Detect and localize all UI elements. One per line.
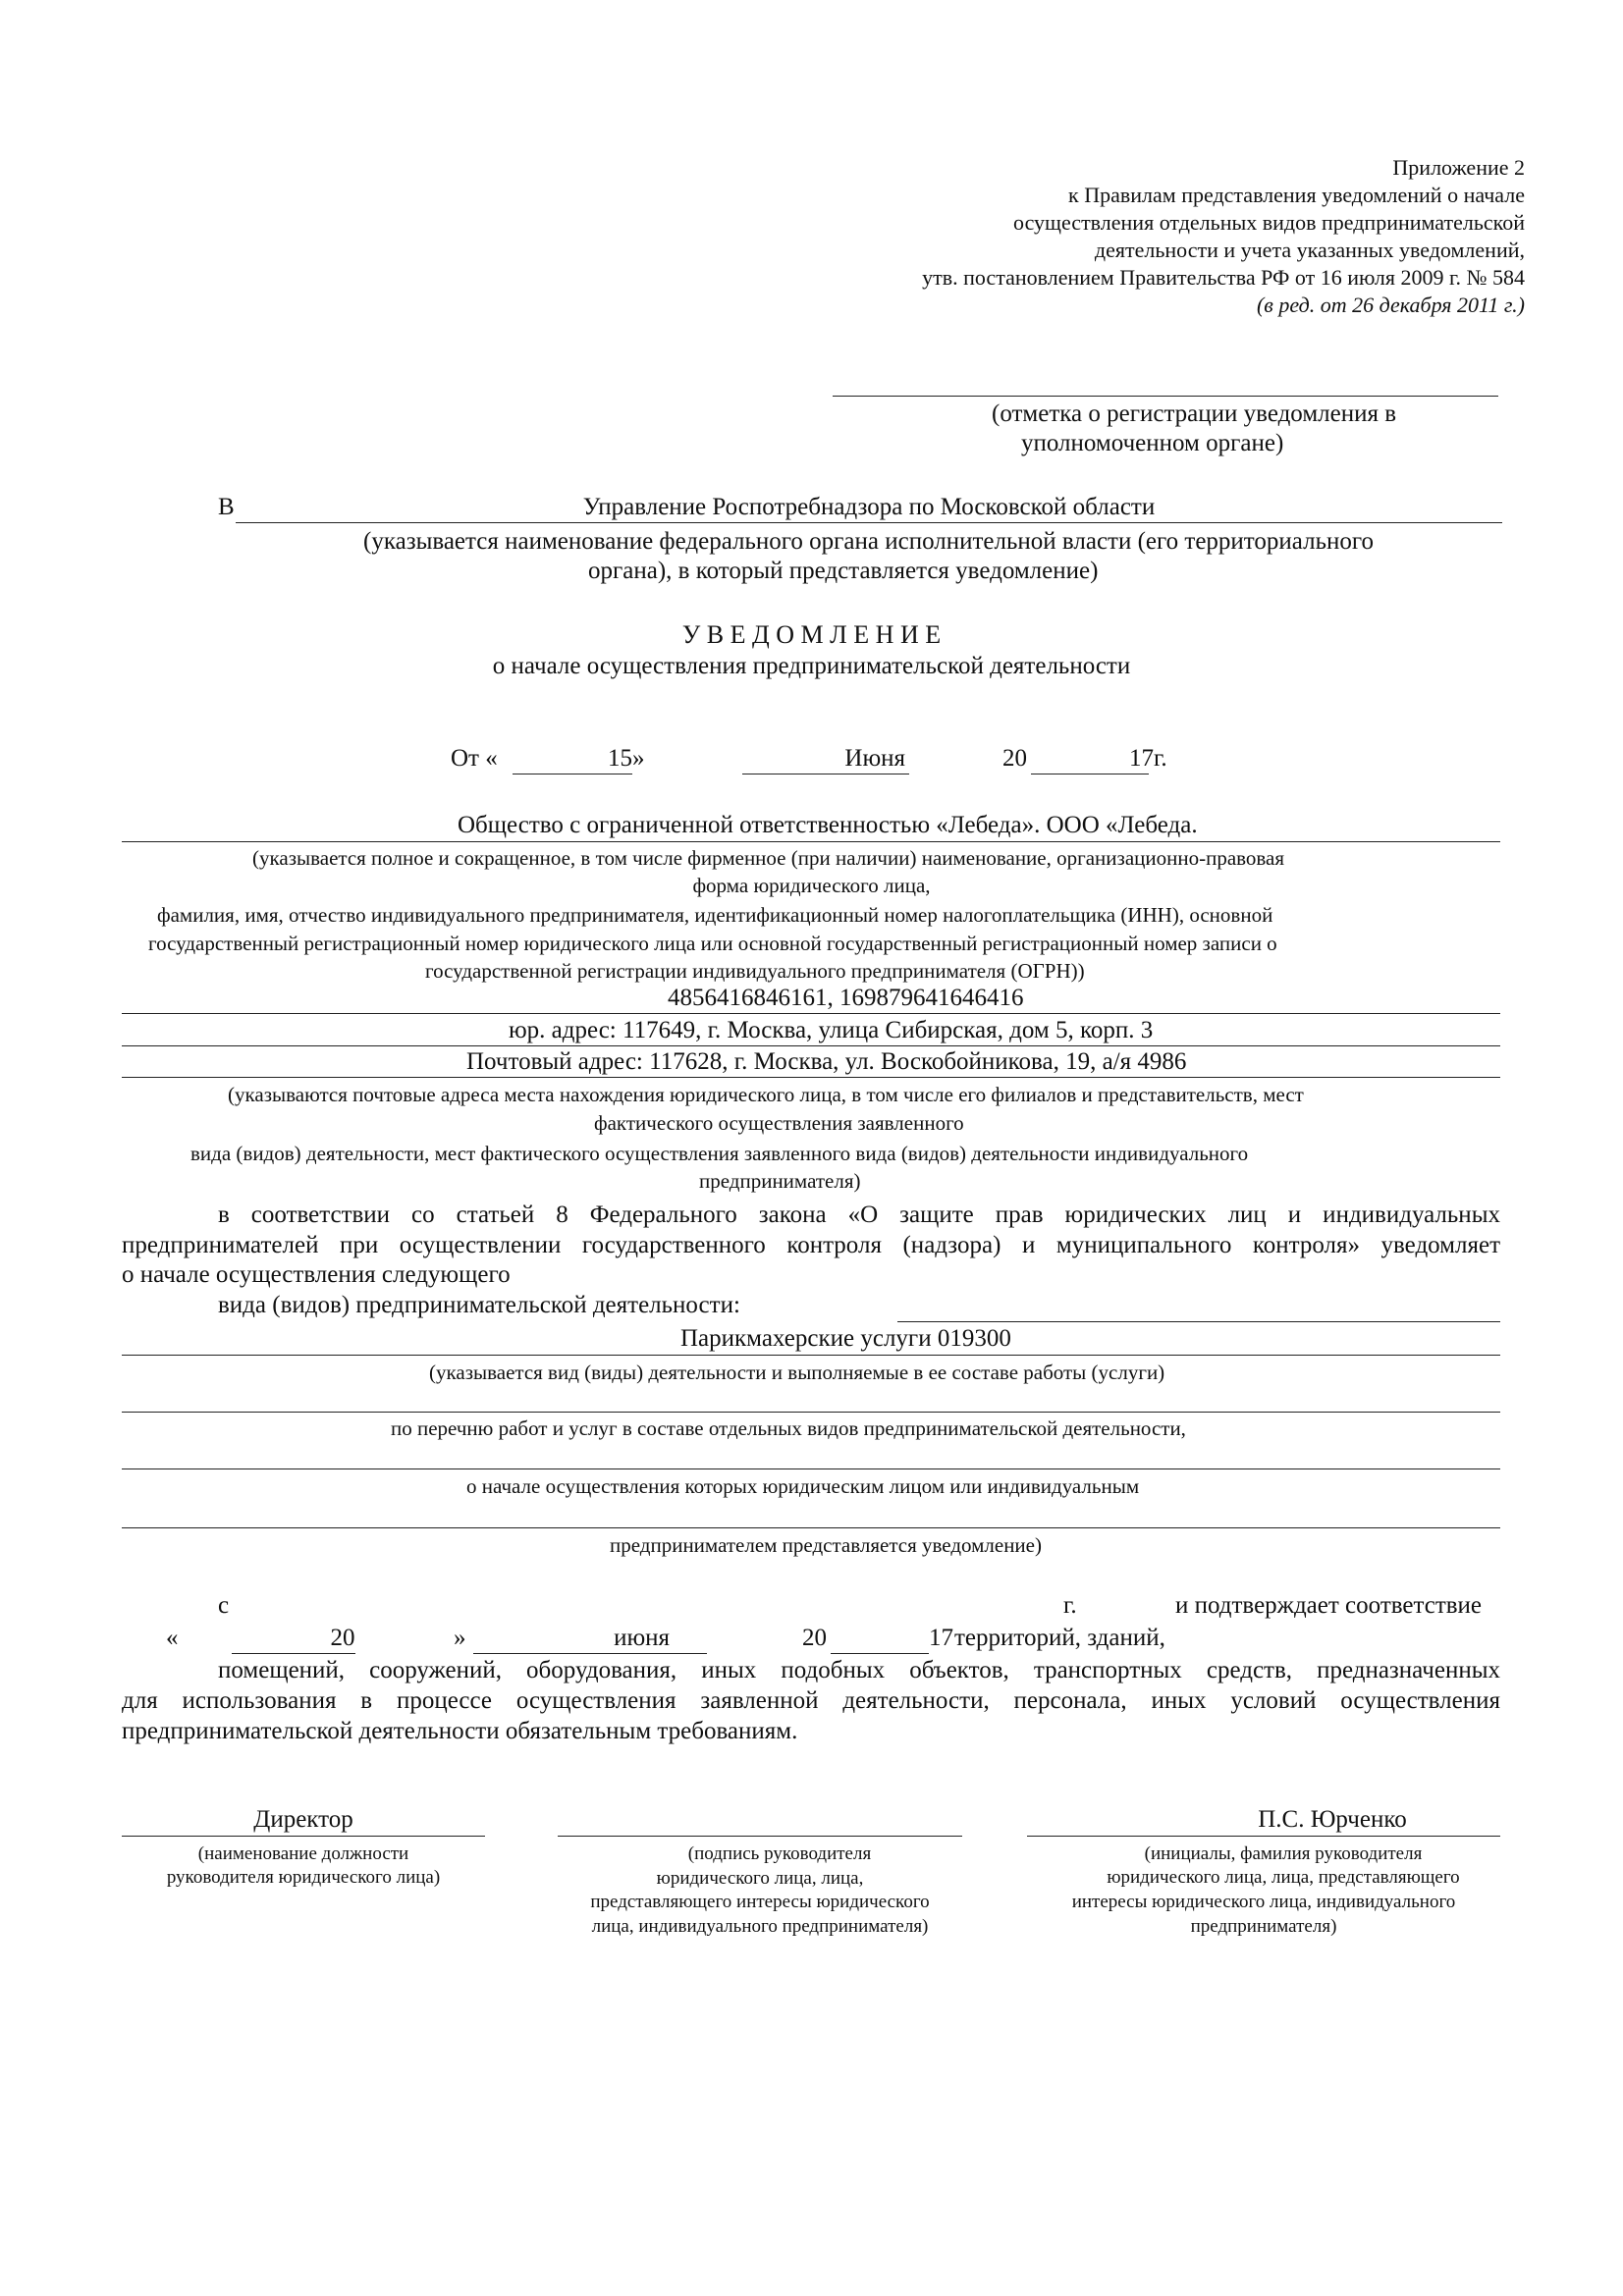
position-hint-1: (наименование должности bbox=[197, 1842, 409, 1864]
signature-position-block bbox=[122, 1806, 485, 1891]
date-day-close: » bbox=[632, 745, 645, 772]
name-hint-2: юридического лица, лица, представляющего bbox=[1107, 1867, 1460, 1889]
legal-address-line bbox=[122, 1045, 1500, 1046]
signature-name-block bbox=[1027, 1806, 1500, 1940]
document-title: У В Е Д О М Л Е Н И Е bbox=[681, 620, 942, 649]
start-year-prefix: 20 bbox=[802, 1625, 827, 1651]
address-hint-2: фактического осуществления заявленного bbox=[594, 1111, 964, 1135]
list-line-3 bbox=[122, 1527, 1500, 1528]
sign-hint-4: лица, индивидуального предпринимателя) bbox=[591, 1916, 929, 1938]
sign-hint-2: юридического лица, лица, bbox=[656, 1867, 864, 1889]
body-para1-line3: о начале осуществления следующего bbox=[122, 1261, 511, 1288]
start-year-abbr: г. bbox=[1063, 1592, 1077, 1619]
addressee-prefix: В bbox=[218, 494, 235, 520]
postal-address-line bbox=[122, 1077, 1500, 1078]
addressee-hint-2: органа), в который представляется уведомление) bbox=[588, 558, 1099, 584]
appendix-line-4: деятельности и учета указанных уведомлений, bbox=[1094, 238, 1525, 262]
start-day: 20 bbox=[330, 1625, 355, 1651]
start-close-quote: » bbox=[454, 1625, 466, 1651]
address-hint-1: (указываются почтовые адреса места нахождения юридического лица, в том числе его филиалов и представительств, мест bbox=[228, 1083, 1304, 1106]
address-hint-4: предпринимателя) bbox=[699, 1169, 861, 1193]
sign-hint-3: представляющего интересы юридического bbox=[590, 1892, 930, 1913]
start-confirms: и подтверждает соответствие bbox=[1175, 1592, 1483, 1619]
position-hint-2: руководителя юридического лица) bbox=[166, 1867, 441, 1889]
applicant-hint-1: (указывается полное и сокращенное, в том числе фирменное (при наличии) наименование, организационно-правовая bbox=[252, 846, 1285, 870]
signature-sign-line bbox=[558, 1836, 962, 1837]
applicant-hint-4: государственный регистрационный номер юридического лица или основной государственный регистрационный номер записи о bbox=[148, 932, 1277, 955]
registration-caption-1: (отметка о регистрации уведомления в bbox=[992, 400, 1397, 427]
name-hint-1: (инициалы, фамилия руководителя bbox=[1144, 1842, 1423, 1864]
appendix-line-3: осуществления отдельных видов предпринимательской bbox=[1013, 210, 1525, 235]
signature-position: Директор bbox=[253, 1806, 353, 1833]
start-month: июня bbox=[614, 1625, 670, 1651]
addressee-value: Управление Роспотребнадзора по Московской области bbox=[582, 494, 1156, 520]
para2-line3: предпринимательской деятельности обязательным требованиям. bbox=[122, 1718, 798, 1744]
addressee-line bbox=[236, 522, 1502, 523]
list-hint-3: предпринимателем представляется уведомление) bbox=[610, 1533, 1042, 1557]
activity-value: Парикмахерские услуги 019300 bbox=[680, 1325, 1011, 1352]
name-hint-4: предпринимателя) bbox=[1190, 1915, 1337, 1937]
address-hint-3: вида (видов) деятельности, мест фактического осуществления заявленного вида (видов) деятельности индивидуального bbox=[190, 1142, 1249, 1165]
postal-address: Почтовый адрес: 117628, г. Москва, ул. Воскобойникова, 19, а/я 4986 bbox=[466, 1048, 1187, 1075]
start-year-line bbox=[831, 1653, 929, 1654]
applicant-ids-line bbox=[122, 1013, 1500, 1014]
applicant-hint-5: государственной регистрации индивидуального предпринимателя (ОГРН)) bbox=[425, 959, 1085, 983]
appendix-line-1: Приложение 2 bbox=[1392, 155, 1525, 180]
appendix-line-2: к Правилам представления уведомлений о начале bbox=[1068, 183, 1525, 207]
signature-position-line bbox=[122, 1836, 485, 1837]
applicant-name-line bbox=[122, 841, 1500, 842]
date-prefix: От « bbox=[451, 745, 498, 772]
body-para1-line2: предпринимателей при осуществлении государственного контроля (надзора) и муниципального контроля» уведомляет bbox=[122, 1232, 1500, 1258]
applicant-name: Общество с ограниченной ответственностью «Лебеда». ООО «Лебеда. bbox=[458, 812, 1198, 838]
legal-address: юр. адрес: 117649, г. Москва, улица Сибирская, дом 5, корп. 3 bbox=[509, 1017, 1154, 1043]
date-day: 15 bbox=[608, 745, 632, 772]
appendix-line-6: (в ред. от 26 декабря 2011 г.) bbox=[1256, 293, 1525, 317]
signature-sign-block bbox=[558, 1806, 962, 1940]
applicant-hint-2: форма юридического лица, bbox=[692, 874, 931, 897]
activity-label-line bbox=[897, 1321, 1500, 1322]
addressee-hint-1: (указывается наименование федерального органа исполнительной власти (его территориального bbox=[363, 528, 1374, 555]
name-hint-3: интересы юридического лица, индивидуального bbox=[1071, 1892, 1456, 1913]
appendix-line-5: утв. постановлением Правительства РФ от 16 июля 2009 г. № 584 bbox=[922, 265, 1525, 290]
signature-name: П.С. Юрченко bbox=[1258, 1806, 1407, 1833]
registration-line bbox=[833, 396, 1498, 397]
list-line-1 bbox=[122, 1412, 1500, 1413]
activity-hint: (указывается вид (виды) деятельности и выполняемые в ее составе работы (услуги) bbox=[429, 1361, 1165, 1384]
start-year-suffix: 17 bbox=[929, 1625, 953, 1651]
start-month-line bbox=[473, 1653, 707, 1654]
start-day-line bbox=[232, 1653, 355, 1654]
date-year-suffix: 17г. bbox=[1129, 745, 1167, 772]
sign-hint-1: (подпись руководителя bbox=[687, 1843, 872, 1864]
list-line-2 bbox=[122, 1468, 1500, 1469]
date-year-prefix: 20 bbox=[1002, 745, 1027, 772]
start-open-quote: « bbox=[166, 1625, 179, 1651]
list-hint-2: о начале осуществления которых юридическим лицом или индивидуальным bbox=[466, 1474, 1140, 1498]
start-from: с bbox=[218, 1592, 230, 1619]
activity-value-line bbox=[122, 1355, 1500, 1356]
para2-line2: для использования в процессе осуществления заявленной деятельности, персонала, иных условий осуществления bbox=[122, 1687, 1500, 1714]
applicant-hint-3: фамилия, имя, отчество индивидуального предпринимателя, идентификационный номер налогоплательщика (ИНН), основной bbox=[157, 903, 1273, 927]
start-tail: территорий, зданий, bbox=[954, 1625, 1165, 1651]
date-month: Июня bbox=[844, 745, 905, 772]
signature-name-line bbox=[1027, 1836, 1500, 1837]
document-subtitle: о начале осуществления предпринимательской деятельности bbox=[492, 653, 1131, 679]
applicant-ids: 4856416846161, 169879641646416 bbox=[668, 985, 1024, 1011]
para2-line1: помещений, сооружений, оборудования, иных подобных объектов, транспортных средств, предназначенных bbox=[218, 1657, 1500, 1683]
activity-label: вида (видов) предпринимательской деятельности: bbox=[218, 1292, 740, 1318]
registration-caption-2: уполномоченном органе) bbox=[1021, 430, 1284, 456]
list-hint-1: по перечню работ и услуг в составе отдельных видов предпринимательской деятельности, bbox=[391, 1416, 1186, 1440]
body-para1-line1: в соответствии со статьей 8 Федерального закона «О защите прав юридических лиц и индивидуальных bbox=[218, 1201, 1500, 1228]
